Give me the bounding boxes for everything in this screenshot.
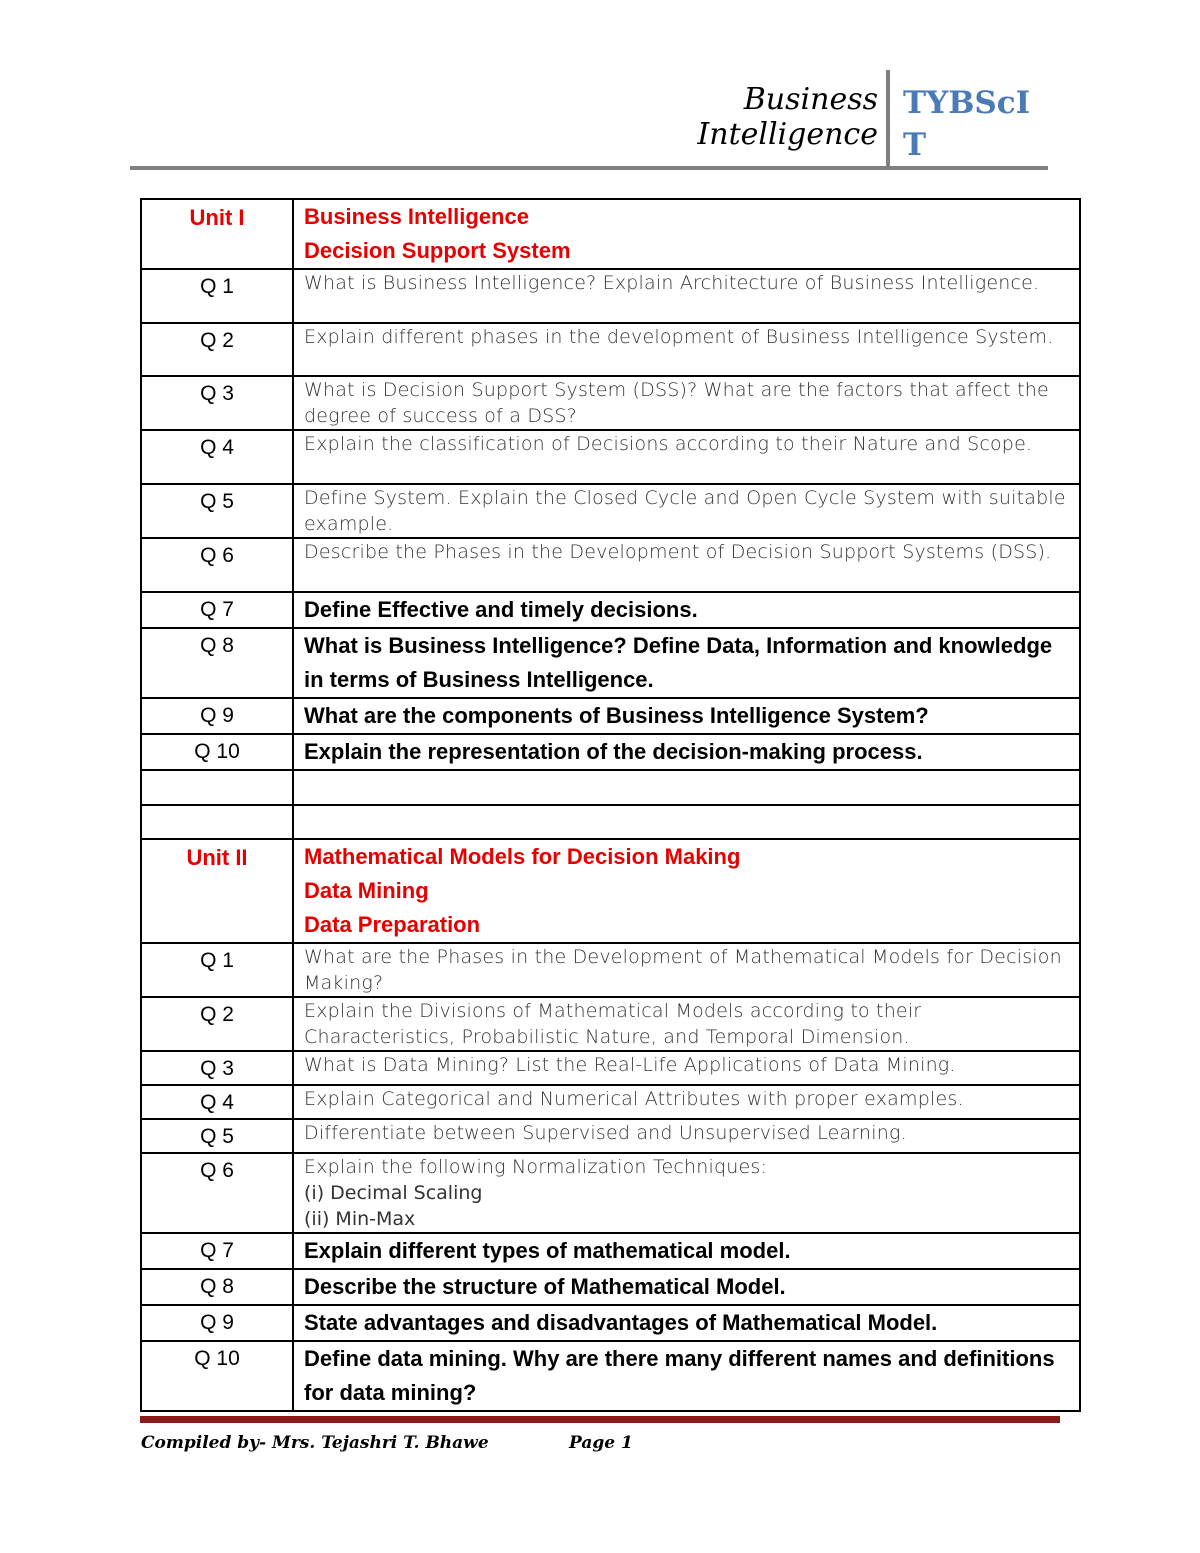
question-number: Q 6	[200, 544, 234, 567]
question-text: Explain the representation of the decision-making process.	[304, 739, 923, 764]
question-text: State advantages and disadvantages of Mathematical Model.	[304, 1310, 938, 1335]
table-row	[141, 1085, 1080, 1119]
unit-topic: Data Mining	[304, 878, 429, 903]
table-row	[141, 1269, 1080, 1305]
question-subitem: (ii) Min-Max	[304, 1208, 416, 1230]
question-number: Q 4	[200, 436, 234, 459]
question-number: Q 7	[200, 598, 234, 621]
question-text: What are the components of Business Intelligence System?	[304, 703, 929, 728]
unit-label: Unit II	[186, 845, 248, 870]
question-number: Q 2	[200, 1003, 234, 1026]
unit-topics	[293, 839, 1080, 943]
question-number: Q 3	[200, 382, 234, 405]
empty-row	[141, 805, 1080, 839]
question-text: Explain the following Normalization Techniques:	[304, 1156, 768, 1178]
question-number: Q 3	[200, 1057, 234, 1080]
table-row	[141, 538, 1080, 592]
document-title: Business Intelligence	[697, 82, 878, 152]
footer-page-number: Page 1	[569, 1433, 633, 1453]
question-text: What is Business Intelligence? Define Data, Information and knowledge in terms of Business Intelligence.	[304, 633, 1053, 692]
table-row	[141, 943, 1080, 997]
table-row	[141, 484, 1080, 538]
question-text: What are the Phases in the Development of Mathematical Models for Decision Making?	[304, 946, 1062, 994]
question-number: Q 1	[200, 275, 234, 298]
question-text: Explain different types of mathematical model.	[304, 1238, 791, 1263]
unit-label: Unit I	[189, 205, 245, 230]
table-row	[141, 997, 1080, 1051]
unit-topic: Data Preparation	[304, 912, 481, 937]
header-divider	[886, 70, 890, 168]
question-text: Describe the Phases in the Development of Decision Support Systems (DSS).	[304, 541, 1052, 563]
question-text: Define System. Explain the Closed Cycle and Open Cycle System with suitable example.	[304, 487, 1066, 535]
question-table	[140, 198, 1081, 1412]
question-text: What is Data Mining? List the Real-Life Applications of Data Mining.	[304, 1054, 956, 1076]
unit-topic: Mathematical Models for Decision Making	[304, 844, 741, 869]
question-text: Define data mining. Why are there many different names and definitions for data mining?	[304, 1346, 1055, 1405]
question-number: Q 8	[200, 1275, 234, 1298]
question-number: Q 6	[200, 1159, 234, 1182]
table-row	[141, 1233, 1080, 1269]
unit-header-row	[141, 839, 1080, 943]
question-number: Q 4	[200, 1091, 234, 1114]
table-row	[141, 323, 1080, 376]
question-text: Differentiate between Supervised and Unsupervised Learning.	[304, 1122, 907, 1144]
question-number: Q 10	[194, 1347, 240, 1370]
footer-rule	[140, 1416, 1060, 1423]
question-number: Q 9	[200, 1311, 234, 1334]
question-number: Q 10	[194, 740, 240, 763]
unit-topic: Decision Support System	[304, 238, 571, 263]
table-row	[141, 1341, 1080, 1411]
unit-topics	[293, 199, 1080, 269]
question-subitem: (i) Decimal Scaling	[304, 1182, 483, 1204]
question-number: Q 5	[200, 490, 234, 513]
table-row	[141, 1153, 1080, 1233]
question-number: Q 2	[200, 329, 234, 352]
question-number: Q 5	[200, 1125, 234, 1148]
table-row	[141, 1305, 1080, 1341]
footer-author: Compiled by- Mrs. Tejashri T. Bhawe	[141, 1433, 489, 1453]
question-number: Q 8	[200, 634, 234, 657]
table-row	[141, 734, 1080, 770]
unit-topic: Business Intelligence	[304, 204, 529, 229]
question-text: Explain the Divisions of Mathematical Models according to their Characteristics, Probabilistic Nature, and Temporal Dimension.	[304, 1000, 922, 1048]
empty-row	[141, 770, 1080, 805]
question-text: What is Decision Support System (DSS)? What are the factors that affect the degree of success of a DSS?	[304, 379, 1049, 427]
table-row	[141, 430, 1080, 484]
question-text: Define Effective and timely decisions.	[304, 597, 698, 622]
question-text: Describe the structure of Mathematical Model.	[304, 1274, 786, 1299]
question-text: What is Business Intelligence? Explain Architecture of Business Intelligence.	[304, 272, 1040, 294]
question-number: Q 7	[200, 1239, 234, 1262]
header-rule	[130, 166, 1048, 170]
question-text: Explain the classification of Decisions according to their Nature and Scope.	[304, 433, 1033, 455]
question-number: Q 9	[200, 704, 234, 727]
course-code: TYBScIT	[903, 85, 1031, 163]
question-number: Q 1	[200, 949, 234, 972]
unit-header-row	[141, 199, 1080, 269]
table-row	[141, 628, 1080, 698]
table-row	[141, 269, 1080, 323]
question-text: Explain Categorical and Numerical Attributes with proper examples.	[304, 1088, 964, 1110]
table-row	[141, 592, 1080, 628]
table-row	[141, 376, 1080, 430]
table-row	[141, 1119, 1080, 1153]
table-row	[141, 1051, 1080, 1085]
question-text: Explain different phases in the development of Business Intelligence System.	[304, 326, 1054, 348]
table-row	[141, 698, 1080, 734]
